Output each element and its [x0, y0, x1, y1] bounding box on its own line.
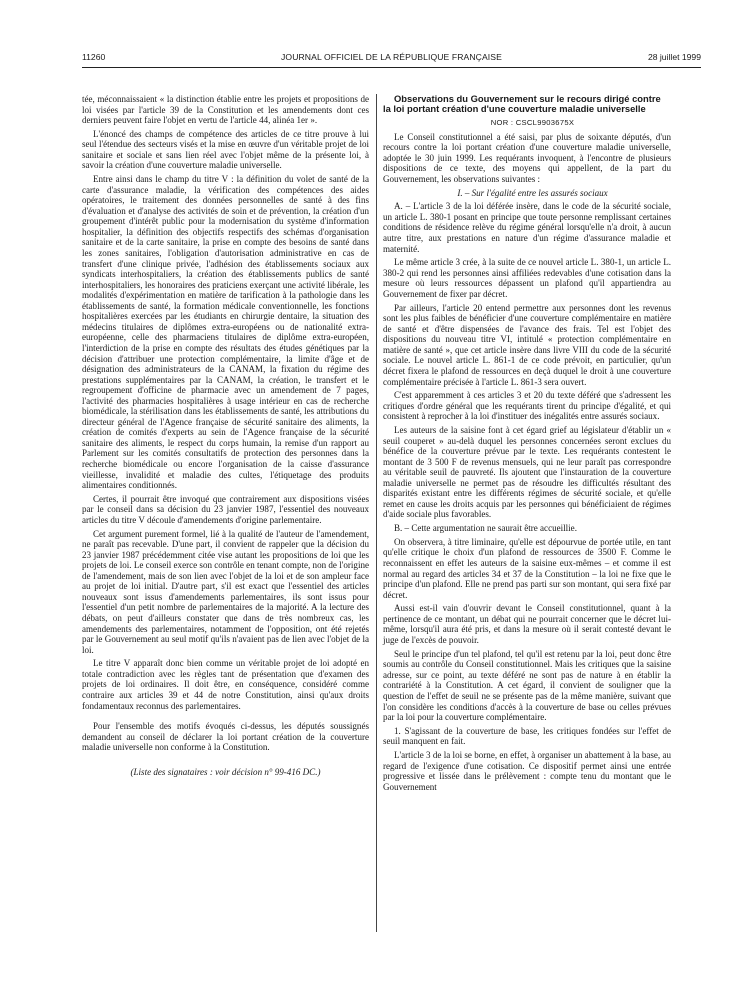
paragraph: Par ailleurs, l'article 20 entend permettre aux personnes dont les revenus sont les plus faibles de bénéficier d'une couverture complémentaire en matière de santé et d'être dispensées de l'avance des frais. Tel est l'objet des dispositions du nouveau titre VI, intitulé « protection complémentaire en matière de santé », que cet article insère dans livre VIII du code de la sécurité sociale. Le nouvel article L. 861-1 de ce code prévoit, en particulier, qu'un décret fixera le plafond de ressources en deçà duquel le droit à une couverture complémentaire précisée à l'article L. 861-3 sera ouvert. [383, 302, 671, 387]
paragraph: Le titre V apparaît donc bien comme un véritable projet de loi adopté en totale contradiction avec les règles tant de présentation que d'examen des projets de loi ordinaires. Il doit être, en conséquence, considéré comme contraire aux articles 39 et 44 de notre Constitution, ainsi qu'aux droits fondamentaux reconnus des parlementaires. [82, 658, 369, 711]
paragraph: A. – L'article 3 de la loi déférée insère, dans le code de la sécurité sociale, un article L. 380-1 posant en principe que toute personne remplissant certaines conditions de résidence relève du régime général lorsqu'elle n'a droit, à aucun autre titre, aux prestations en nature d'un régime d'assurance maladie et maternité. [383, 201, 671, 254]
page-number: 11260 [82, 52, 106, 62]
left-column [82, 94, 369, 780]
paragraph: Aussi est-il vain d'ouvrir devant le Conseil constitutionnel, quant à la pertinence de ce montant, un débat qui ne pourrait concerner que le décret lui-même, lorsqu'il aura été pris, et dans la mesure où il serait contesté devant le juge de l'excès de pouvoir. [383, 603, 671, 646]
paragraph: L'article 3 de la loi se borne, en effet, à organiser un abattement à la base, au regard de l'exigence d'une cotisation. Ce dispositif permet ainsi une entrée progressive et lissée dans le prélèvement : compte tenu du montant que le Gouvernement [383, 750, 671, 792]
paragraph: B. – Cette argumentation ne saurait être accueillie. [394, 523, 577, 534]
paragraph: C'est apparemment à ces articles 3 et 20 du texte déféré que s'adressent les critiques d'ordre général que les requérants tirent du principe d'égalité, et qui consistent à reprocher à la loi d'instituer des inégalités entre assurés sociaux. [383, 390, 671, 422]
paragraph: Certes, il pourrait être invoqué que contrairement aux dispositions visées par le conseil dans sa décision du 23 janvier 1987, l'essentiel des nouveaux articles du titre V découle d'amendements d'origine parlementaire. [82, 493, 369, 525]
paragraph: Seul le principe d'un tel plafond, tel qu'il est retenu par la loi, peut donc être soumis au contrôle du Conseil constitutionnel. Mais les critiques que la saisine adresse, sur ce point, au texte déféré ne sont pas de nature à en établir la contrariété à la Constitution. A cet égard, il convient de souligner que la question de l'effet de seuil ne se présente pas de la même manière, suivant que l'on considère les conditions d'accès à la couverture de base ou celles prévues par la loi pour la couverture complémentaire. [383, 648, 671, 723]
page-header [82, 52, 701, 66]
paragraph: L'énoncé des champs de compétence des articles de ce titre prouve à lui seul l'étendue des secteurs visés et la mise en œuvre d'un véritable projet de loi sanitaire et sociale et sans lien réel avec l'objet même de la présente loi, à savoir la création d'une couverture maladie universelle. [82, 128, 369, 171]
observations-title: Observations du Gouvernement sur le recours dirigé contre la loi portant création d'une couverture maladie universelle [383, 93, 661, 115]
publication-date: 28 juillet 1999 [647, 52, 701, 62]
paragraph: Entre ainsi dans le champ du titre V : la définition du volet de santé de la carte d'assurance maladie, la vérification des compétences des aides opératoires, le traitement des données personnelles de santé à des fins d'évaluation et d'analyse des activités de soin et de prévention, la création d'un groupement d'intérêt public pour la modernisation du système d'information hospitalier, la définition des objectifs respectifs des schémas d'organisation sanitaire et de la carte sanitaire, la prise en compte des besoins de santé dans les zones sanitaires, l'obligation d'autorisation administrative en cas de transfert d'une clinique privée, l'adhésion des établissements sociaux aux syndicats interhospitaliers, la création des établissements publics de santé interhospitaliers, les honoraires des praticiens exerçant une activité libérale, les modalités d'expérimentation en matière de tarification à la pathologie dans les établissements de santé, la formation médicale conventionnelle, les fonctions hospitalières exercées par les étudiants en chirurgie dentaire, la situation des médecins titulaires de diplômes extra-européens ou de nationalité extra-européenne, celle des pharmaciens titulaires de diplôme extra-européen, l'interdiction de la prise en compte des résultats des études génétiques par la décision d'attribuer une protection complémentaire, la limite d'âge et de désignation des administrateurs de la CANAM, la fixation du régime des prestations supplémentaires par la CANAM, la création, le transfert et le regroupement d'officine de pharmacie avec un amendement de 7 pages, l'activité des pharmacies hospitalières à usage intérieur en cas de recherche biomédicale, la stérilisation dans les établissements de santé, les attributions du directeur général de l'Agence française de sécurité sanitaire des aliments, la création de comités d'experts au sein de l'Agence française de la sécurité sanitaire des aliments, le respect du corps humain, la remise d'un rapport au Parlement sur les comités consultatifs de protection des personnes dans la recherche biomédicale ou encore l'organisation de la caisse d'assurance vieillesse, invalidité et maladie des cultes, l'étiquetage des produits alimentaires conditionnés. [82, 174, 369, 491]
paragraph: Pour l'ensemble des motifs évoqués ci-dessus, les députés soussignés demandent au conseil de déclarer la loi portant création de la couverture maladie universelle non conforme à la Constitution. [82, 721, 369, 753]
paragraph: 1. S'agissant de la couverture de base, les critiques fondées sur l'effet de seuil manquent en fait. [383, 725, 671, 747]
paragraph: Le même article 3 crée, à la suite de ce nouvel article L. 380-1, un article L. 380-2 qui rend les personnes ainsi affiliées redevables d'une cotisation dans la mesure où leurs ressources dépassent un plafond qu'il appartiendra au Gouvernement de fixer par décret. [383, 257, 671, 299]
signatories-note: (Liste des signataires : voir décision n° 99-416 DC.) [130, 766, 321, 777]
intro-paragraph: Le Conseil constitutionnel a été saisi, par plus de soixante députés, d'un recours contre la loi portant création d'une couverture maladie universelle, adoptée le 30 juin 1999. Les requérants invoquent, à l'encontre de plusieurs dispositions de ce texte, des moyens qui appellent, de la part du Gouvernement, les observations suivantes : [383, 131, 671, 184]
section-heading: I. – Sur l'égalité entre les assurés sociaux [457, 187, 608, 198]
nor-reference: NOR : CSCL9903675X [490, 118, 575, 127]
journal-title: JOURNAL OFFICIEL DE LA RÉPUBLIQUE FRANÇAISE [281, 52, 502, 62]
paragraph: Cet argument purement formel, lié à la qualité de l'auteur de l'amendement, ne paraît pas recevable. D'une part, il convient de rappeler que la décision du 23 janvier 1987 précédemment citée vise autant les propositions de loi que les projets de loi. Le conseil exerce son contrôle en tenant compte, non de l'origine de l'amendement, mais de son lien avec l'objet de la loi et de son ampleur face au projet de loi initial. D'autre part, s'il est exact que l'essentiel des articles nouveaux sont issus d'amendements parlementaires, ils sont issus pour l'essentiel d'un petit nombre de parlementaires de la majorité. A la lecture des débats, on peut d'ailleurs constater que dans de très nombreux cas, les amendements des parlementaires, notamment de l'opposition, ont été rejetés par le Gouvernement au seul motif qu'ils n'avaient pas de lien avec l'objet de la loi. [82, 528, 369, 655]
paragraph: tée, méconnaissaient « la distinction établie entre les projets et propositions de loi visées par l'article 39 de la Constitution et les amendements dont ces derniers peuvent faire l'objet en vertu de l'article 44, alinéa 1er ». [82, 94, 369, 126]
right-column [383, 94, 671, 795]
column-divider [376, 94, 377, 932]
paragraph: On observera, à titre liminaire, qu'elle est dépourvue de portée utile, en tant qu'elle critique le choix d'un plafond de ressources de 3500 F. Comme le reconnaissent en effet les auteurs de la saisine eux-mêmes – et comme il est normal au regard des articles 34 et 37 de la Constitution – la loi ne fixe que le principe d'un plafond. Elle ne prend pas parti sur son montant, qui sera fixé par décret. [383, 536, 671, 600]
header-rule [82, 67, 701, 68]
paragraph: Les auteurs de la saisine font à cet égard grief au législateur d'établir un « seuil couperet » au-delà duquel les personnes concernées seront exclues du bénéfice de la couverture prévue par le texte. Les requérants contestent le montant de 3 500 F de revenus mensuels, qui ne leur paraît pas correspondre au véritable seuil de pauvreté. Ils ajoutent que l'instauration de la couverture maladie universelle ne permet pas de résoudre les difficultés résultant des disparités existant entre les différents régimes de sécurité sociale, et qu'elle remet en cause les droits acquis par les personnes qui bénéficiaient de régimes d'aide sociale plus favorables. [383, 425, 671, 520]
